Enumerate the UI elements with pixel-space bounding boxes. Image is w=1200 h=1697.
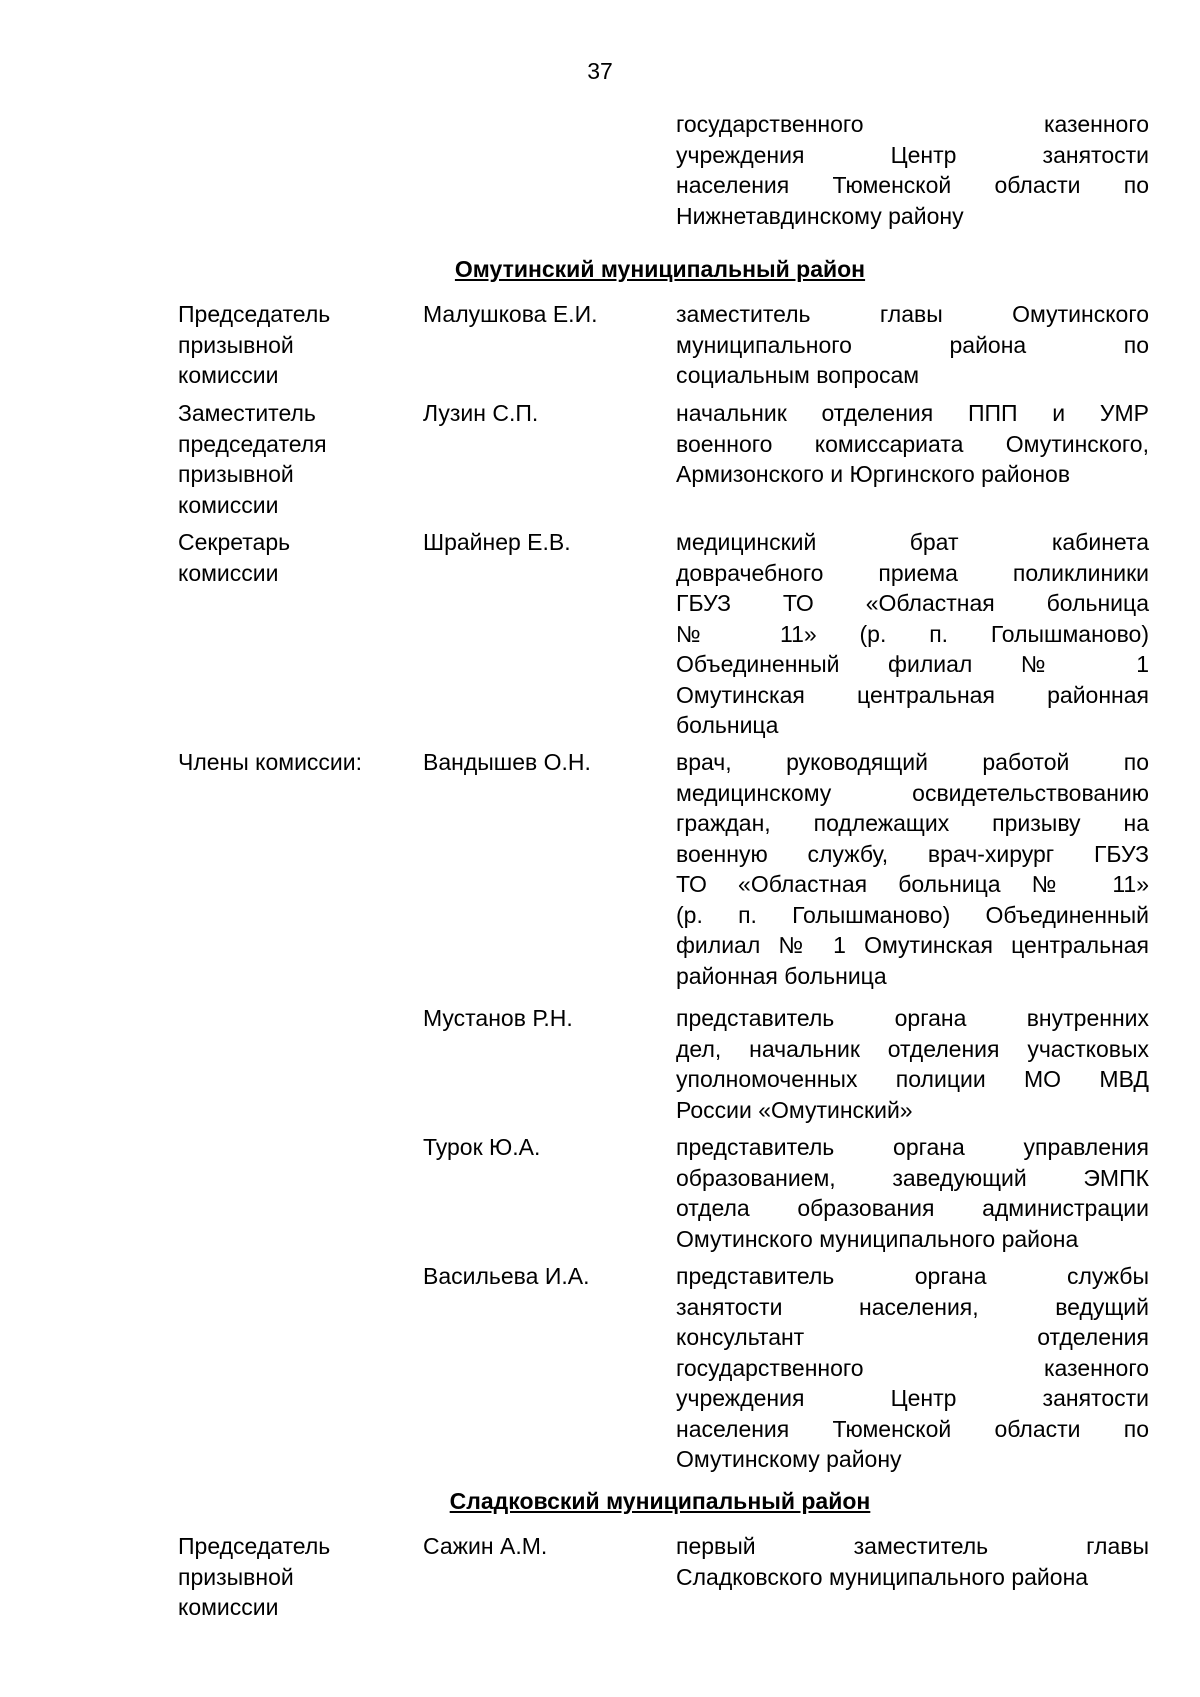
text-line: образованием, заведующий ЭМПК (676, 1164, 1149, 1191)
text-line: представитель органа управления (676, 1134, 1149, 1160)
text-line: филиал № 1 Омутинская центральная (676, 932, 1149, 958)
member-name (423, 1261, 653, 1292)
text-line: медицинский брат кабинета (676, 529, 1149, 555)
text-line: № 11» (р. п. Голышманово) (676, 620, 1149, 647)
text-line: населения Тюменской области по (676, 172, 1149, 198)
text-line: представитель органа внутренних (676, 1005, 1149, 1031)
name-text: Вандышев О.Н. (423, 749, 591, 775)
text-line: России «Омутинский» (676, 1096, 913, 1123)
role-cell (178, 1531, 408, 1623)
section-heading-sladkovsky: Сладковский муниципальный район (449, 1488, 871, 1514)
text-line: муниципального района по (676, 331, 1149, 358)
text-line: Омутинского муниципального района (676, 1225, 1079, 1252)
position-cell (676, 1003, 1149, 1125)
role-line: Председатель (178, 301, 331, 327)
text-line: Объединенный филиал № 1 (676, 651, 1149, 677)
text-line: отдела образования администрации (676, 1195, 1149, 1221)
name-text: Турок Ю.А. (423, 1134, 541, 1160)
text-line: Армизонского и Юргинского районов (676, 461, 1071, 487)
text-line: учреждения Центр занятости (676, 141, 1149, 168)
name-text: Малушкова Е.И. (423, 301, 598, 327)
text-line: населения Тюменской области по (676, 1415, 1149, 1442)
role-line: председателя (178, 430, 327, 457)
text-line: начальник отделения ППП и УМР (676, 400, 1149, 426)
role-line: Секретарь (178, 529, 291, 555)
text-line: врач, руководящий работой по (676, 749, 1149, 775)
role-line: комиссии (178, 559, 279, 586)
text-line: уполномоченных полиции МО МВД (676, 1066, 1149, 1092)
page-number: 37 (587, 58, 613, 84)
text-line: занятости населения, ведущий (676, 1293, 1149, 1320)
position-cell (676, 1132, 1149, 1254)
member-name (423, 398, 653, 429)
role-line: призывной (178, 1563, 294, 1590)
text-line: Омутинскому району (676, 1446, 902, 1472)
text-line: первый заместитель главы (676, 1533, 1149, 1559)
name-text: Мустанов Р.Н. (423, 1005, 573, 1031)
text-line: военную службу, врач-хирург ГБУЗ (676, 840, 1149, 867)
text-line: заместитель главы Омутинского (676, 301, 1149, 327)
position-cell (676, 1531, 1149, 1592)
position-cell (676, 299, 1149, 391)
text-line: учреждения Центр занятости (676, 1385, 1149, 1411)
text-line: Омутинская центральная районная (676, 681, 1149, 708)
text-line: Нижнетавдинскому району (676, 202, 964, 229)
text-line: консультант отделения (676, 1324, 1149, 1350)
continuation-text (676, 109, 1149, 231)
member-name (423, 1531, 653, 1562)
member-name (423, 1003, 653, 1034)
role-line: комиссии (178, 491, 279, 518)
text-line: доврачебного приема поликлиники (676, 559, 1149, 586)
role-line: призывной (178, 461, 294, 487)
text-line: ТО «Областная больница № 11» (676, 871, 1149, 897)
text-line: государственного казенного (676, 1354, 1149, 1381)
text-line: больница (676, 712, 779, 738)
text-line: медицинскому освидетельствованию (676, 779, 1149, 806)
role-cell (178, 299, 408, 391)
position-cell (676, 398, 1149, 490)
position-cell (676, 527, 1149, 741)
position-cell (676, 1261, 1149, 1475)
text-line: военного комиссариата Омутинского, (676, 430, 1149, 457)
member-name (423, 1132, 653, 1163)
text-line: дел, начальник отделения участковых (676, 1035, 1149, 1062)
role-cell (178, 747, 408, 778)
member-name (423, 747, 653, 778)
member-name (423, 527, 653, 558)
text-line: граждан, подлежащих призыву на (676, 810, 1149, 836)
name-text: Шрайнер Е.В. (423, 529, 571, 555)
role-line: комиссии (178, 1594, 279, 1620)
text-line: (р. п. Голышманово) Объединенный (676, 901, 1149, 928)
text-line: ГБУЗ ТО «Областная больница (676, 590, 1149, 616)
text-line: социальным вопросам (676, 362, 920, 388)
role-line: Заместитель (178, 400, 316, 426)
role-line: призывной (178, 331, 294, 358)
name-text: Лузин С.П. (423, 400, 539, 426)
section-heading-omutinsky: Омутинский муниципальный район (454, 256, 866, 282)
position-cell (676, 747, 1149, 991)
member-name (423, 299, 653, 330)
role-line: Члены комиссии: (178, 749, 363, 775)
role-cell (178, 527, 408, 588)
role-line: Председатель (178, 1533, 331, 1559)
text-line: районная больница (676, 962, 887, 989)
text-line: представитель органа службы (676, 1263, 1149, 1289)
role-cell (178, 398, 408, 520)
role-line: комиссии (178, 362, 279, 388)
text-line: государственного казенного (676, 111, 1149, 137)
name-text: Васильева И.А. (423, 1263, 590, 1289)
name-text: Сажин А.М. (423, 1533, 548, 1559)
text-line: Сладковского муниципального района (676, 1563, 1089, 1590)
